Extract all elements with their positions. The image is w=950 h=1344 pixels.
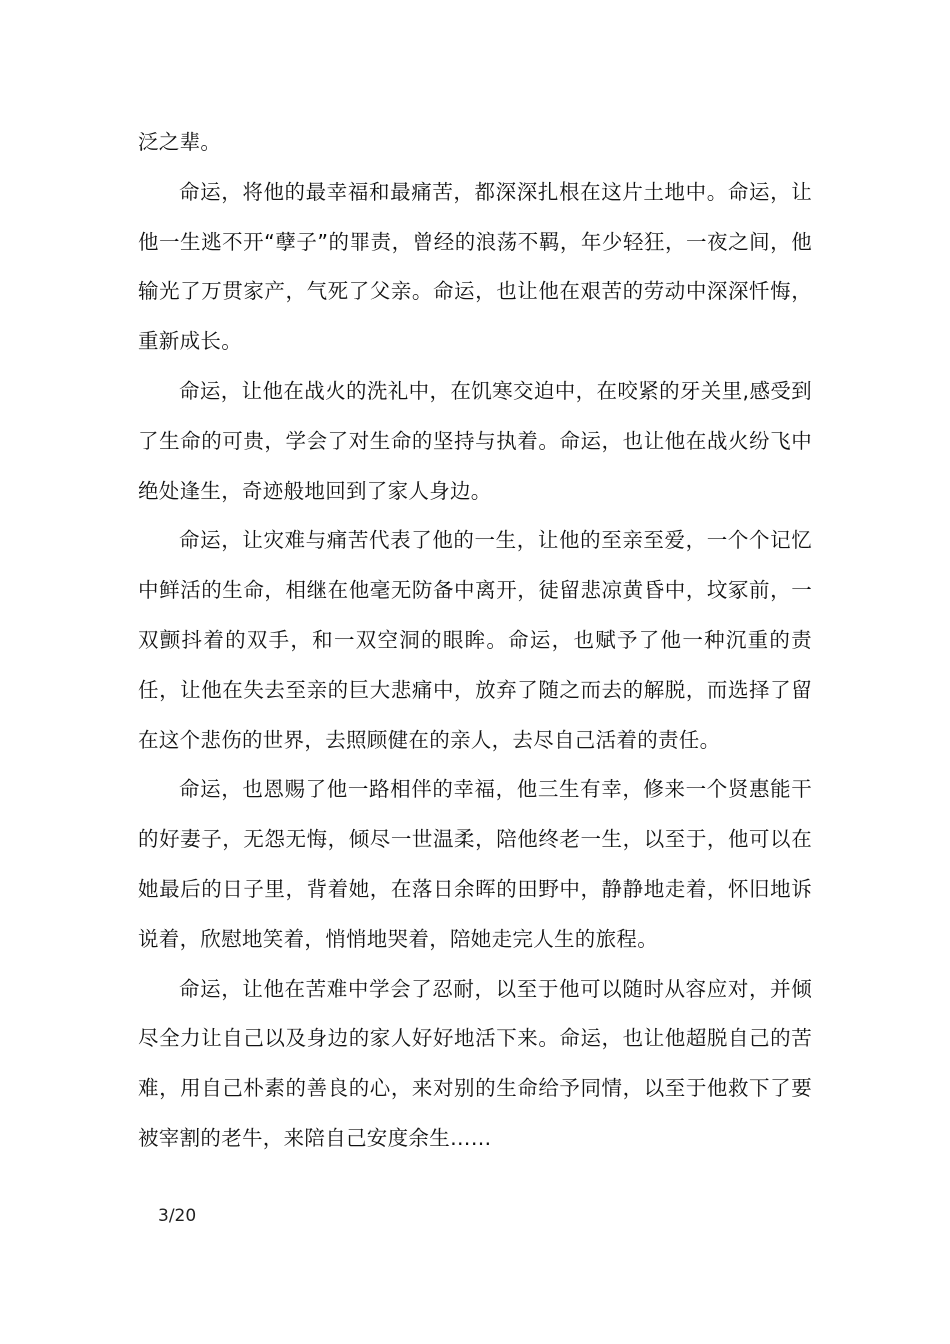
paragraph-2: 命运，将他的最幸福和最痛苦，都深深扎根在这片土地中。命运，让他一生逃不开“孽子”的罪责，曾经的浪荡不羁，年少轻狂，一夜之间，他输光了万贯家产，气死了父亲。命运，也让他在艰苦的劳动中深深忏悔，重新成长。	[138, 179, 812, 354]
paragraph-4: 命运，让灾难与痛苦代表了他的一生，让他的至亲至爱，一个个记忆中鲜活的生命，相继在他毫无防备中离开，徒留悲凉黄昏中，坟冢前，一双颤抖着的双手，和一双空洞的眼眸。命运，也赋予了他一种沉重的责任，让他在失去至亲的巨大悲痛中，放弃了随之而去的解脱，而选择了留在这个悲伤的世界，去照顾健在的亲人，去尽自己活着的责任。	[138, 528, 812, 752]
paragraph-6: 命运，让他在苦难中学会了忍耐，以至于他可以随时从容应对，并倾尽全力让自己以及身边的家人好好地活下来。命运，也让他超脱自己的苦难，用自己朴素的善良的心，来对别的生命给予同情，以至于他救下了要被宰割的老牛，来陪自己安度余生……	[138, 976, 812, 1150]
paragraph-1: 泛之辈。	[138, 130, 222, 154]
paragraph-3: 命运，让他在战火的洗礼中，在饥寒交迫中，在咬紧的牙关里,感受到了生命的可贵，学会了对生命的坚持与执着。命运，也让他在战火纷飞中绝处逢生，奇迹般地回到了家人身边。	[138, 378, 812, 503]
body-text	[138, 118, 812, 1164]
page-number: 3/20	[158, 1206, 197, 1226]
paragraph-5: 命运，也恩赐了他一路相伴的幸福，他三生有幸，修来一个贤惠能干的好妻子，无怨无悔，倾尽一世温柔，陪他终老一生，以至于，他可以在她最后的日子里，背着她，在落日余晖的田野中，静静地走着，怀旧地诉说着，欣慰地笑着，悄悄地哭着，陪她走完人生的旅程。	[138, 777, 812, 951]
